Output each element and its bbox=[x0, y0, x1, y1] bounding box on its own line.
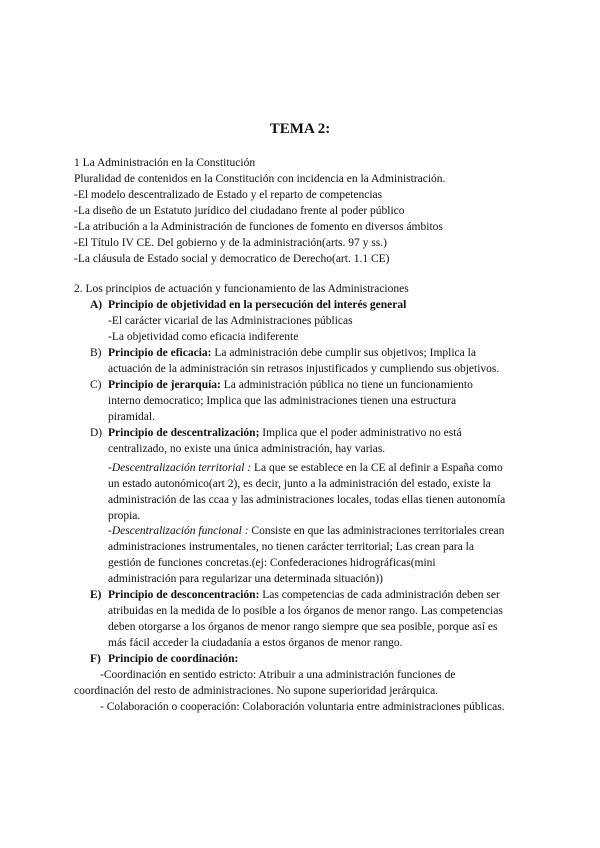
principle-e-line: más fácil acceder la ciudadanía a estos órganos de menor rango. bbox=[108, 637, 403, 649]
territorial-first: La que se establece en la CE al definir a España como bbox=[251, 462, 503, 474]
principle-f-title: Principio de coordinación: bbox=[108, 653, 239, 665]
principle-e-first-line bbox=[108, 587, 500, 603]
territorial-line: administración de las ccaa y las administraciones locales, todas ellas tienen autonomía bbox=[108, 494, 506, 506]
section1-item: -El Título IV CE. Del gobierno y de la administración(arts. 97 y ss.) bbox=[74, 237, 387, 249]
section2-heading: 2. Los principios de actuación y funcionamiento de las Administraciones bbox=[74, 283, 409, 295]
principle-c-title: Principio de jerarquía: bbox=[108, 379, 221, 391]
section1-item: -La diseño de un Estatuto jurídico del ciudadano frente al poder público bbox=[74, 205, 405, 217]
funcional-first: Consiste en que las administraciones territoriales crean bbox=[248, 525, 505, 537]
principle-e-line: deben otorgarse a los órganos de menor rango siempre que sea posible, porque así es bbox=[108, 621, 498, 633]
principle-e-marker: E) bbox=[90, 589, 102, 601]
principle-f-line: - Colaboración o cooperación: Colaboración voluntaria entre administraciones públicas. bbox=[100, 701, 505, 713]
funcional-line: administración para regularizar una determinada situación)) bbox=[108, 573, 383, 585]
principle-c-marker: C) bbox=[90, 379, 102, 391]
section1-item: -La atribución a la Administración de funciones de fomento en diversos ámbitos bbox=[74, 221, 443, 233]
principle-f-marker: F) bbox=[90, 653, 101, 665]
page-title: TEMA 2: bbox=[269, 121, 331, 137]
principle-c-first: La administración pública no tiene un funcionamiento bbox=[220, 379, 473, 391]
principle-b-marker: B) bbox=[90, 347, 102, 359]
principle-e-line: atribuidas en la medida de lo posible a los órganos de menor rango. Las competencias bbox=[108, 605, 503, 617]
territorial-line: propia. bbox=[108, 510, 141, 522]
funcional-first-line bbox=[108, 523, 504, 539]
section1-item: -La cláusula de Estado social y democratico de Derecho(art. 1.1 CE) bbox=[74, 253, 390, 265]
principle-a-title: Principio de objetividad en la persecución del interés general bbox=[108, 299, 407, 311]
section1-intro: Pluralidad de contenidos en la Constitución con incidencia en la Administración. bbox=[74, 173, 446, 185]
principle-b-line: actuación de la administración sin retrasos injustificados y cumpliendo sus objetivos. bbox=[108, 363, 500, 375]
territorial-line: un estado autonómico(art 2), es decir, junto a la administración del estado, existe la bbox=[108, 478, 491, 490]
section1-heading: 1 La Administración en la Constitución bbox=[74, 157, 256, 169]
principle-e-title: Principio de desconcentración: bbox=[108, 589, 260, 601]
section1-item: -El modelo descentralizado de Estado y el reparto de competencias bbox=[74, 189, 383, 201]
principle-d-title: Principio de descentralización; bbox=[108, 427, 260, 439]
principle-c-line: interno democratico; Implica que las administraciones tienen una estructura bbox=[108, 395, 457, 407]
principle-b-first: La administración debe cumplir sus objetivos; Implica la bbox=[211, 347, 476, 359]
principle-f-line: -Coordinación en sentido estricto: Atribuir a una administración funciones de bbox=[100, 669, 456, 681]
principle-a-line: -El carácter vicarial de las Administraciones públicas bbox=[108, 315, 353, 327]
principle-e-first: Las competencias de cada administración deben ser bbox=[259, 589, 500, 601]
funcional-line: gestión de funciones concretas.(ej: Confederaciones hidrográficas(mini bbox=[108, 557, 436, 569]
principle-b-first-line bbox=[108, 345, 476, 361]
principle-c-line: piramidal. bbox=[108, 411, 155, 423]
principle-d-marker: D) bbox=[90, 427, 103, 439]
principle-f-line: coordinación del resto de administraciones. No supone superioridad jerárquica. bbox=[74, 685, 439, 697]
funcional-line: administraciones instrumentales, no tienen carácter territorial; Las crean para la bbox=[108, 541, 474, 553]
principle-d-first-line bbox=[108, 425, 462, 441]
principle-c-first-line bbox=[108, 377, 473, 393]
funcional-label: -Descentralización funcional : bbox=[108, 525, 249, 537]
territorial-first-line bbox=[108, 460, 503, 476]
principle-a-marker: A) bbox=[90, 299, 103, 311]
principle-d-line: centralizado, no existe una única administración, hay varias. bbox=[108, 443, 386, 455]
territorial-label: -Descentralización territorial : bbox=[108, 462, 252, 474]
principle-b-title: Principio de eficacia: bbox=[108, 347, 212, 359]
principle-d-first: Implica que el poder administrativo no está bbox=[259, 427, 462, 439]
principle-a-line: -La objetividad como eficacia indiferente bbox=[108, 331, 299, 343]
